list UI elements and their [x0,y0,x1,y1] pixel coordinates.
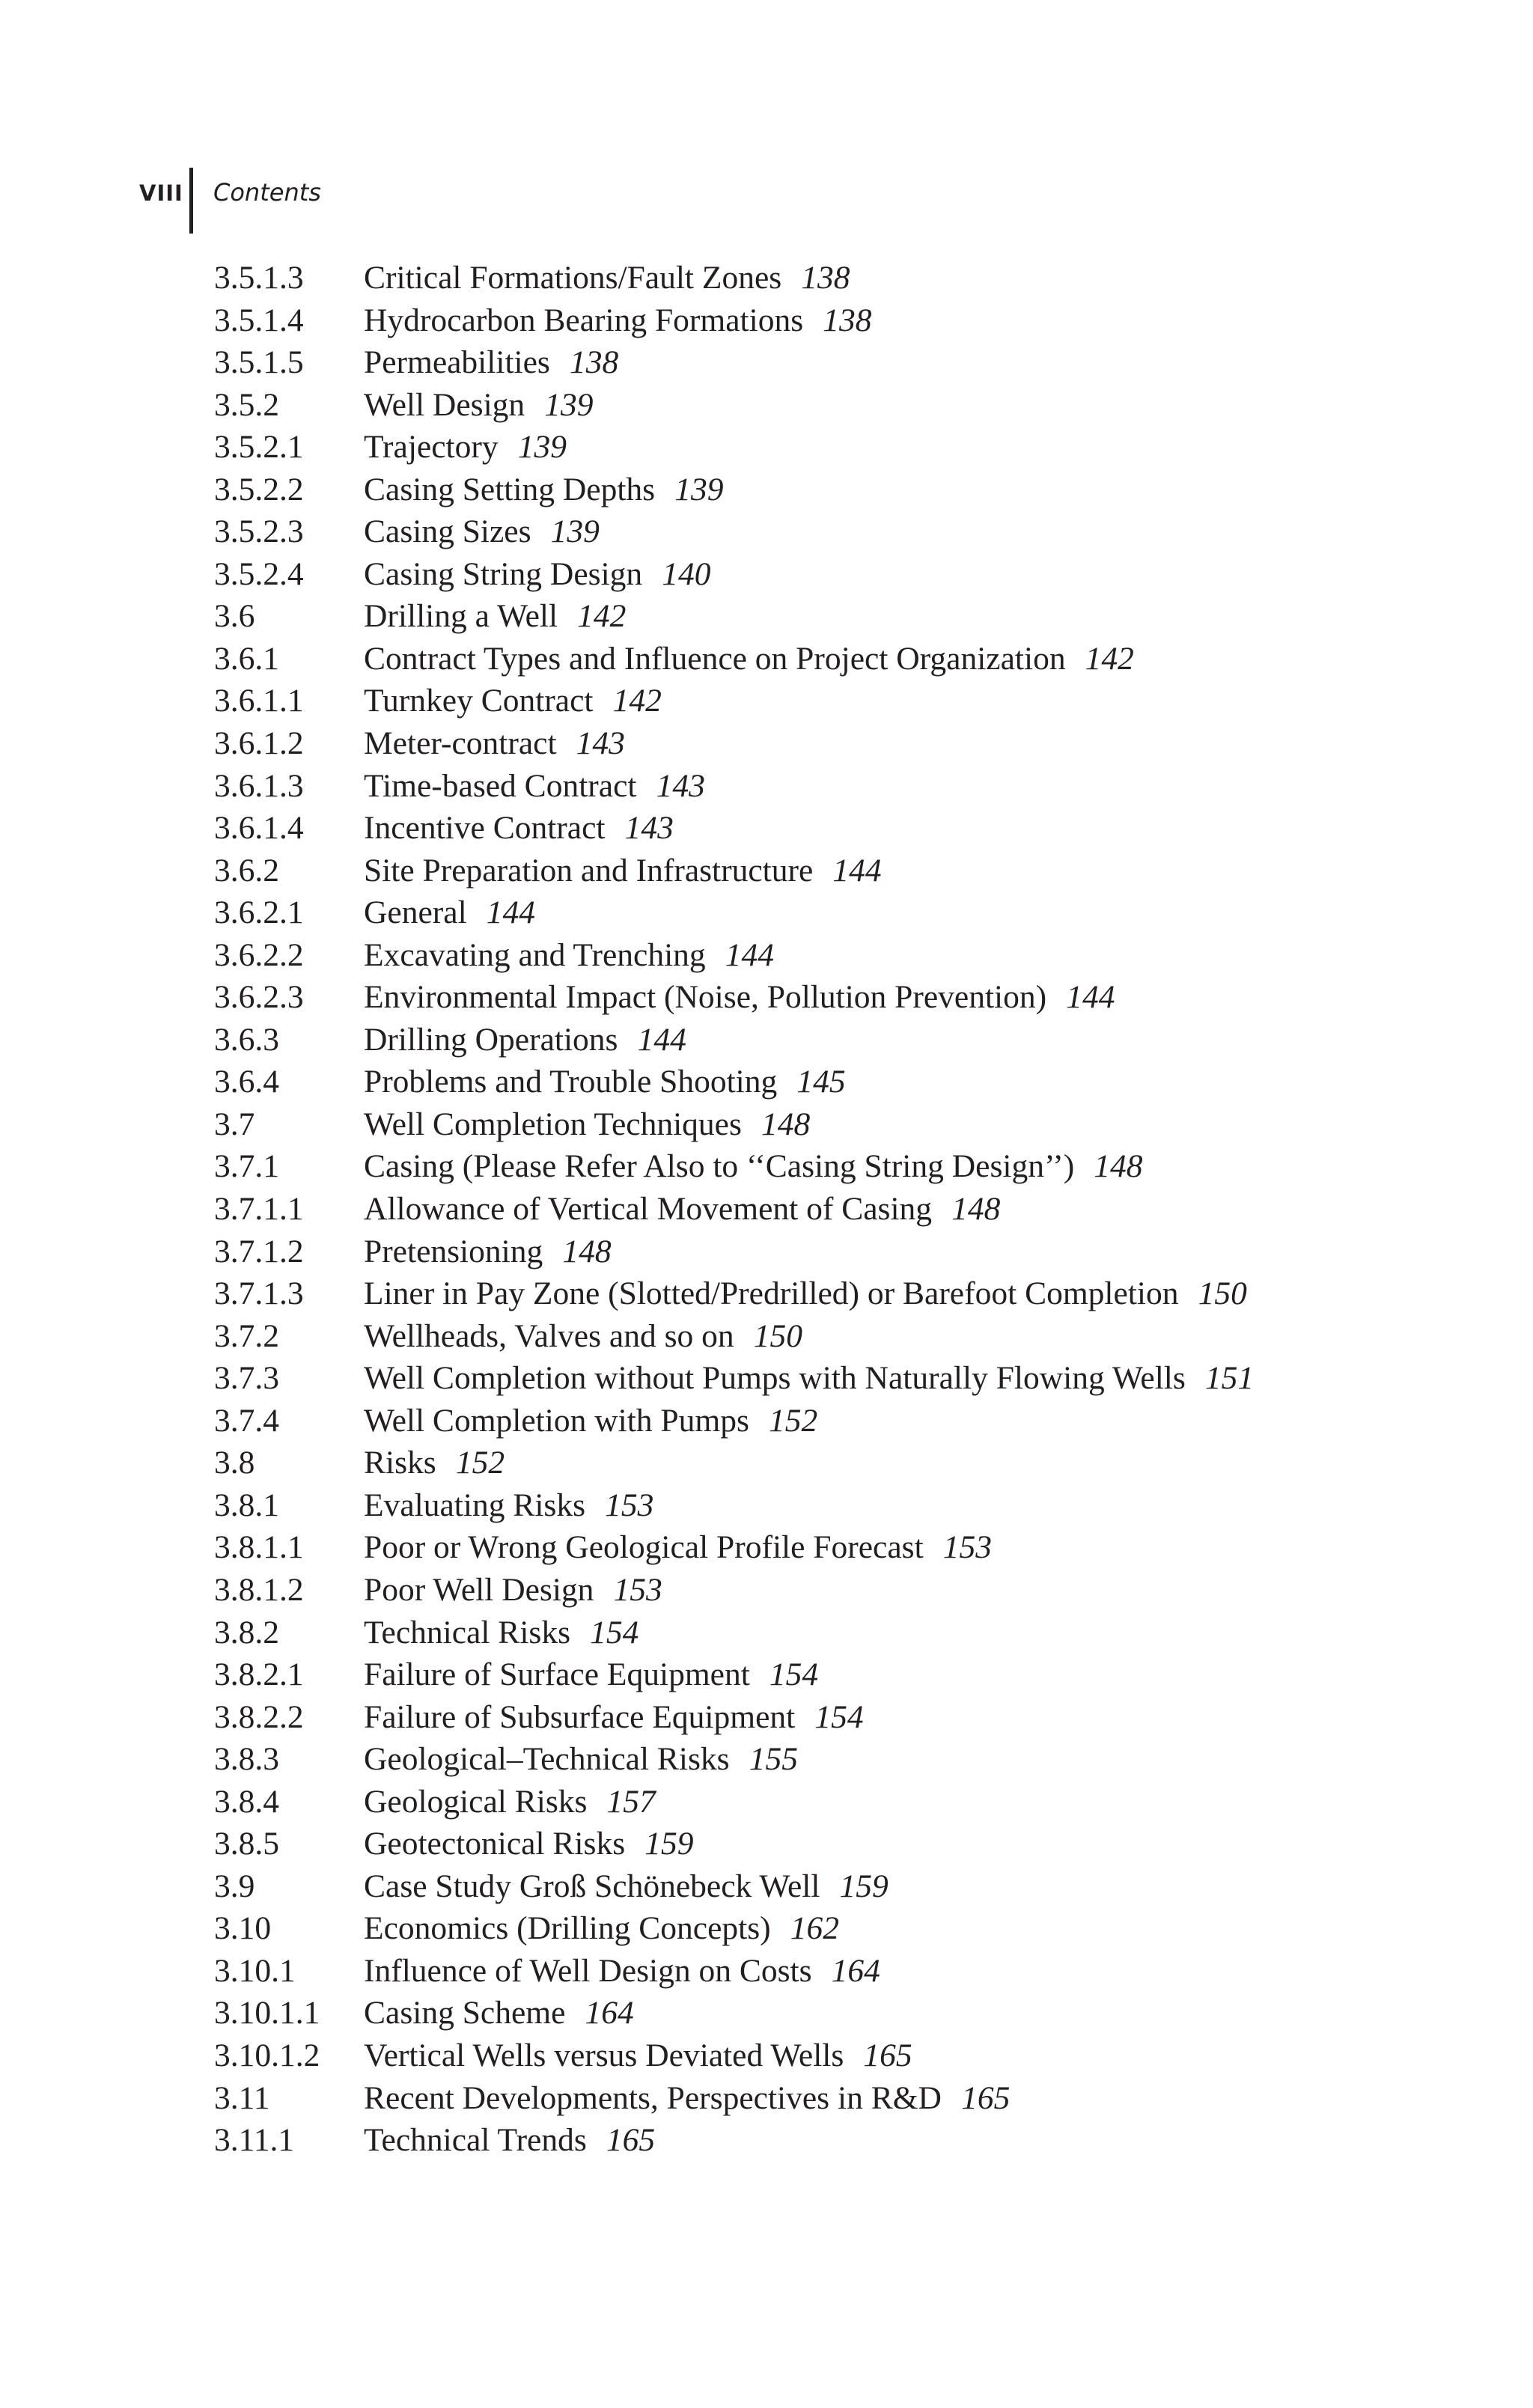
toc-section-number: 3.11 [214,2079,270,2116]
toc-section-title: Trajectory [364,429,499,466]
toc-entry [214,765,1337,808]
toc-page-number: 150 [753,1317,802,1354]
toc-section-title: Casing (Please Refer Also to ‘‘Casing String Design’’) [364,1148,1075,1185]
toc-section-number: 3.9 [214,1868,255,1904]
toc-section-number: 3.5.1.5 [214,344,304,381]
toc-section-number: 3.11.1 [214,2122,295,2159]
toc-section-number: 3.10.1 [214,1952,296,1989]
toc-section-number: 3.6.2.3 [214,979,304,1016]
toc-entry [214,976,1337,1019]
toc-section-title: Well Completion without Pumps with Naturally Flowing Wells [364,1360,1186,1397]
toc-entry [214,384,1337,427]
toc-section-title: Wellheads, Valves and so on [364,1317,734,1354]
toc-section-title: Geological Risks [364,1783,588,1820]
toc-page-number: 144 [1066,979,1115,1016]
toc-page-number: 154 [590,1614,639,1650]
toc-entry [214,680,1337,722]
toc-section-number: 3.8.5 [214,1826,279,1862]
toc-section-title: Casing Scheme [364,1995,566,2031]
toc-entry [214,1400,1337,1442]
toc-page-number: 142 [1085,640,1134,677]
toc-section-title: Poor or Wrong Geological Profile Forecast [364,1529,924,1566]
toc-section-title: Critical Formations/Fault Zones [364,260,782,296]
toc-page-number: 153 [613,1571,662,1608]
toc-page-number: 152 [768,1402,818,1439]
toc-section-title: Turnkey Contract [364,683,594,719]
toc-entry [214,1357,1337,1400]
toc-section-number: 3.8.4 [214,1783,279,1820]
toc-section-title: Influence of Well Design on Costs [364,1952,812,1989]
toc-page-number: 165 [606,2122,656,2159]
toc-section-title: Meter-contract [364,725,557,762]
toc-section-title: Site Preparation and Infrastructure [364,852,814,888]
toc-page-number: 139 [544,386,594,423]
toc-section-number: 3.10 [214,1910,272,1947]
toc-entry [214,2034,1337,2077]
toc-section-title: Well Completion with Pumps [364,1402,749,1439]
toc-entry [214,257,1337,299]
toc-entry [214,1061,1337,1103]
toc-entry [214,1231,1337,1273]
toc-entry [214,1696,1337,1739]
toc-page-number: 144 [725,936,775,973]
toc-section-number: 3.8.1 [214,1487,279,1523]
toc-section-number: 3.7.3 [214,1360,279,1397]
toc-page-number: 153 [942,1529,992,1566]
toc-page-number: 165 [863,2037,912,2073]
toc-section-title: Contract Types and Influence on Project Organization [364,640,1066,677]
toc-entry [214,1526,1337,1569]
toc-section-number: 3.6.2.2 [214,936,304,973]
toc-page-number: 145 [796,1064,846,1100]
toc-section-title: Case Study Groß Schönebeck Well [364,1868,820,1904]
toc-page-number: 140 [662,555,711,592]
toc-entry [214,1188,1337,1231]
toc-section-number: 3.6.2.1 [214,894,304,931]
toc-page-number: 152 [455,1445,505,1481]
running-title: Contents [213,178,321,207]
toc-page-number: 138 [801,260,850,296]
toc-page-number: 139 [550,513,600,550]
toc-entry [214,891,1337,934]
table-of-contents [214,257,1337,2162]
toc-section-number: 3.8.2 [214,1614,279,1650]
toc-entry [214,469,1337,511]
toc-page-number: 154 [769,1656,819,1693]
toc-page-number: 153 [605,1487,654,1523]
toc-section-title: Pretensioning [364,1233,543,1269]
toc-section-title: Risks [364,1445,436,1481]
toc-section-number: 3.7.1.1 [214,1191,304,1228]
toc-entry [214,1907,1337,1950]
toc-section-title: Failure of Subsurface Equipment [364,1698,796,1735]
toc-entry [214,1315,1337,1358]
toc-section-title: Well Completion Techniques [364,1106,742,1142]
toc-section-number: 3.5.1.3 [214,260,304,296]
toc-entry [214,807,1337,850]
toc-page-number: 143 [624,810,674,847]
toc-section-title: Poor Well Design [364,1571,594,1608]
toc-section-title: Hydrocarbon Bearing Formations [364,302,804,338]
toc-entry [214,553,1337,596]
toc-section-number: 3.10.1.2 [214,2037,320,2073]
toc-entry [214,934,1337,977]
toc-section-title: Economics (Drilling Concepts) [364,1910,771,1947]
toc-section-number: 3.6.4 [214,1064,279,1100]
toc-section-number: 3.8.2.2 [214,1698,304,1735]
toc-page-number: 150 [1198,1275,1247,1312]
toc-page-number: 148 [951,1191,1001,1228]
toc-section-number: 3.5.2 [214,386,279,423]
toc-section-number: 3.7.1.2 [214,1233,304,1269]
toc-entry [214,1738,1337,1781]
toc-section-title: Permeabilities [364,344,550,381]
toc-section-number: 3.6.1.1 [214,683,304,719]
toc-page-number: 162 [790,1910,839,1947]
toc-section-number: 3.8 [214,1445,255,1481]
toc-section-title: Technical Trends [364,2122,587,2159]
toc-entry [214,1992,1337,2034]
toc-section-title: Allowance of Vertical Movement of Casing [364,1191,933,1228]
toc-section-number: 3.5.2.3 [214,513,304,550]
toc-entry [214,1103,1337,1146]
toc-entry [214,1823,1337,1865]
toc-section-number: 3.7.2 [214,1317,279,1354]
toc-section-number: 3.6.1.2 [214,725,304,762]
toc-page-number: 159 [644,1826,694,1862]
toc-entry [214,510,1337,553]
toc-entry [214,1019,1337,1061]
toc-section-title: Casing Setting Depths [364,471,656,507]
toc-page-number: 159 [839,1868,889,1904]
toc-section-title: Vertical Wells versus Deviated Wells [364,2037,844,2073]
toc-section-number: 3.8.1.2 [214,1571,304,1608]
toc-section-title: Liner in Pay Zone (Slotted/Predrilled) or Barefoot Completion [364,1275,1179,1312]
toc-section-title: Technical Risks [364,1614,571,1650]
toc-entry [214,1145,1337,1188]
toc-section-number: 3.6.1.4 [214,810,304,847]
toc-section-title: Evaluating Risks [364,1487,586,1523]
toc-entry [214,2119,1337,2162]
toc-section-number: 3.8.2.1 [214,1656,304,1693]
toc-section-number: 3.5.2.4 [214,555,304,592]
toc-entry [214,299,1337,342]
toc-page-number: 148 [1094,1148,1143,1185]
toc-section-number: 3.7.4 [214,1402,279,1439]
toc-section-title: Well Design [364,386,525,423]
toc-section-title: Casing String Design [364,555,643,592]
toc-entry [214,850,1337,892]
toc-entry [214,638,1337,680]
toc-page-number: 144 [832,852,882,888]
toc-section-number: 3.5.2.1 [214,429,304,466]
toc-page-number: 154 [814,1698,864,1735]
toc-page-number: 143 [576,725,625,762]
toc-section-title: Recent Developments, Perspectives in R&D [364,2079,942,2116]
toc-entry [214,1484,1337,1527]
toc-section-number: 3.5.2.2 [214,471,304,507]
toc-entry [214,1865,1337,1908]
toc-section-number: 3.7.1 [214,1148,279,1185]
toc-page-number: 144 [486,894,536,931]
toc-section-number: 3.6 [214,598,255,635]
toc-page-number: 143 [656,767,705,804]
toc-page-number: 165 [961,2079,1011,2116]
toc-entry [214,1272,1337,1315]
toc-section-number: 3.8.3 [214,1741,279,1778]
toc-section-number: 3.6.1.3 [214,767,304,804]
toc-section-number: 3.5.1.4 [214,302,304,338]
toc-section-title: Failure of Surface Equipment [364,1656,750,1693]
toc-section-title: Casing Sizes [364,513,531,550]
toc-section-number: 3.6.2 [214,852,279,888]
toc-section-number: 3.7 [214,1106,255,1142]
toc-page-number: 155 [749,1741,798,1778]
toc-section-number: 3.7.1.3 [214,1275,304,1312]
toc-entry [214,1653,1337,1696]
page-number: VIII [139,180,183,206]
toc-entry [214,1781,1337,1823]
toc-page-number: 151 [1204,1360,1255,1397]
toc-page-number: 139 [674,471,724,507]
toc-page-number: 148 [761,1106,811,1142]
toc-section-number: 3.6.1 [214,640,279,677]
toc-entry [214,1950,1337,1993]
toc-section-number: 3.6.3 [214,1021,279,1058]
toc-section-title: Drilling a Well [364,598,558,635]
toc-page-number: 139 [517,429,567,466]
toc-section-title: Drilling Operations [364,1021,618,1058]
toc-page-number: 164 [831,1952,880,1989]
toc-page-number: 148 [562,1233,612,1269]
toc-entry [214,722,1337,765]
toc-section-title: Incentive Contract [364,810,606,847]
toc-page-number: 138 [569,344,619,381]
toc-page-number: 157 [606,1783,656,1820]
toc-entry [214,1442,1337,1484]
toc-entry [214,595,1337,638]
toc-page-number: 142 [612,683,662,719]
toc-entry [214,1612,1337,1654]
toc-entry [214,2077,1337,2120]
toc-entry [214,1569,1337,1612]
toc-page-number: 142 [577,598,627,635]
toc-section-title: Time-based Contract [364,767,637,804]
toc-section-title: Problems and Trouble Shooting [364,1064,778,1100]
toc-section-title: Environmental Impact (Noise, Pollution Prevention) [364,979,1047,1016]
toc-page-number: 164 [585,1995,634,2031]
toc-entry [214,426,1337,469]
toc-section-title: General [364,894,467,931]
toc-section-title: Geotectonical Risks [364,1826,626,1862]
toc-section-title: Geological–Technical Risks [364,1741,730,1778]
toc-section-number: 3.10.1.1 [214,1995,320,2031]
toc-page-number: 144 [637,1021,686,1058]
toc-page-number: 138 [823,302,872,338]
toc-section-title: Excavating and Trenching [364,936,706,973]
toc-entry [214,341,1337,384]
toc-section-number: 3.8.1.1 [214,1529,304,1566]
header-rule [189,168,193,234]
